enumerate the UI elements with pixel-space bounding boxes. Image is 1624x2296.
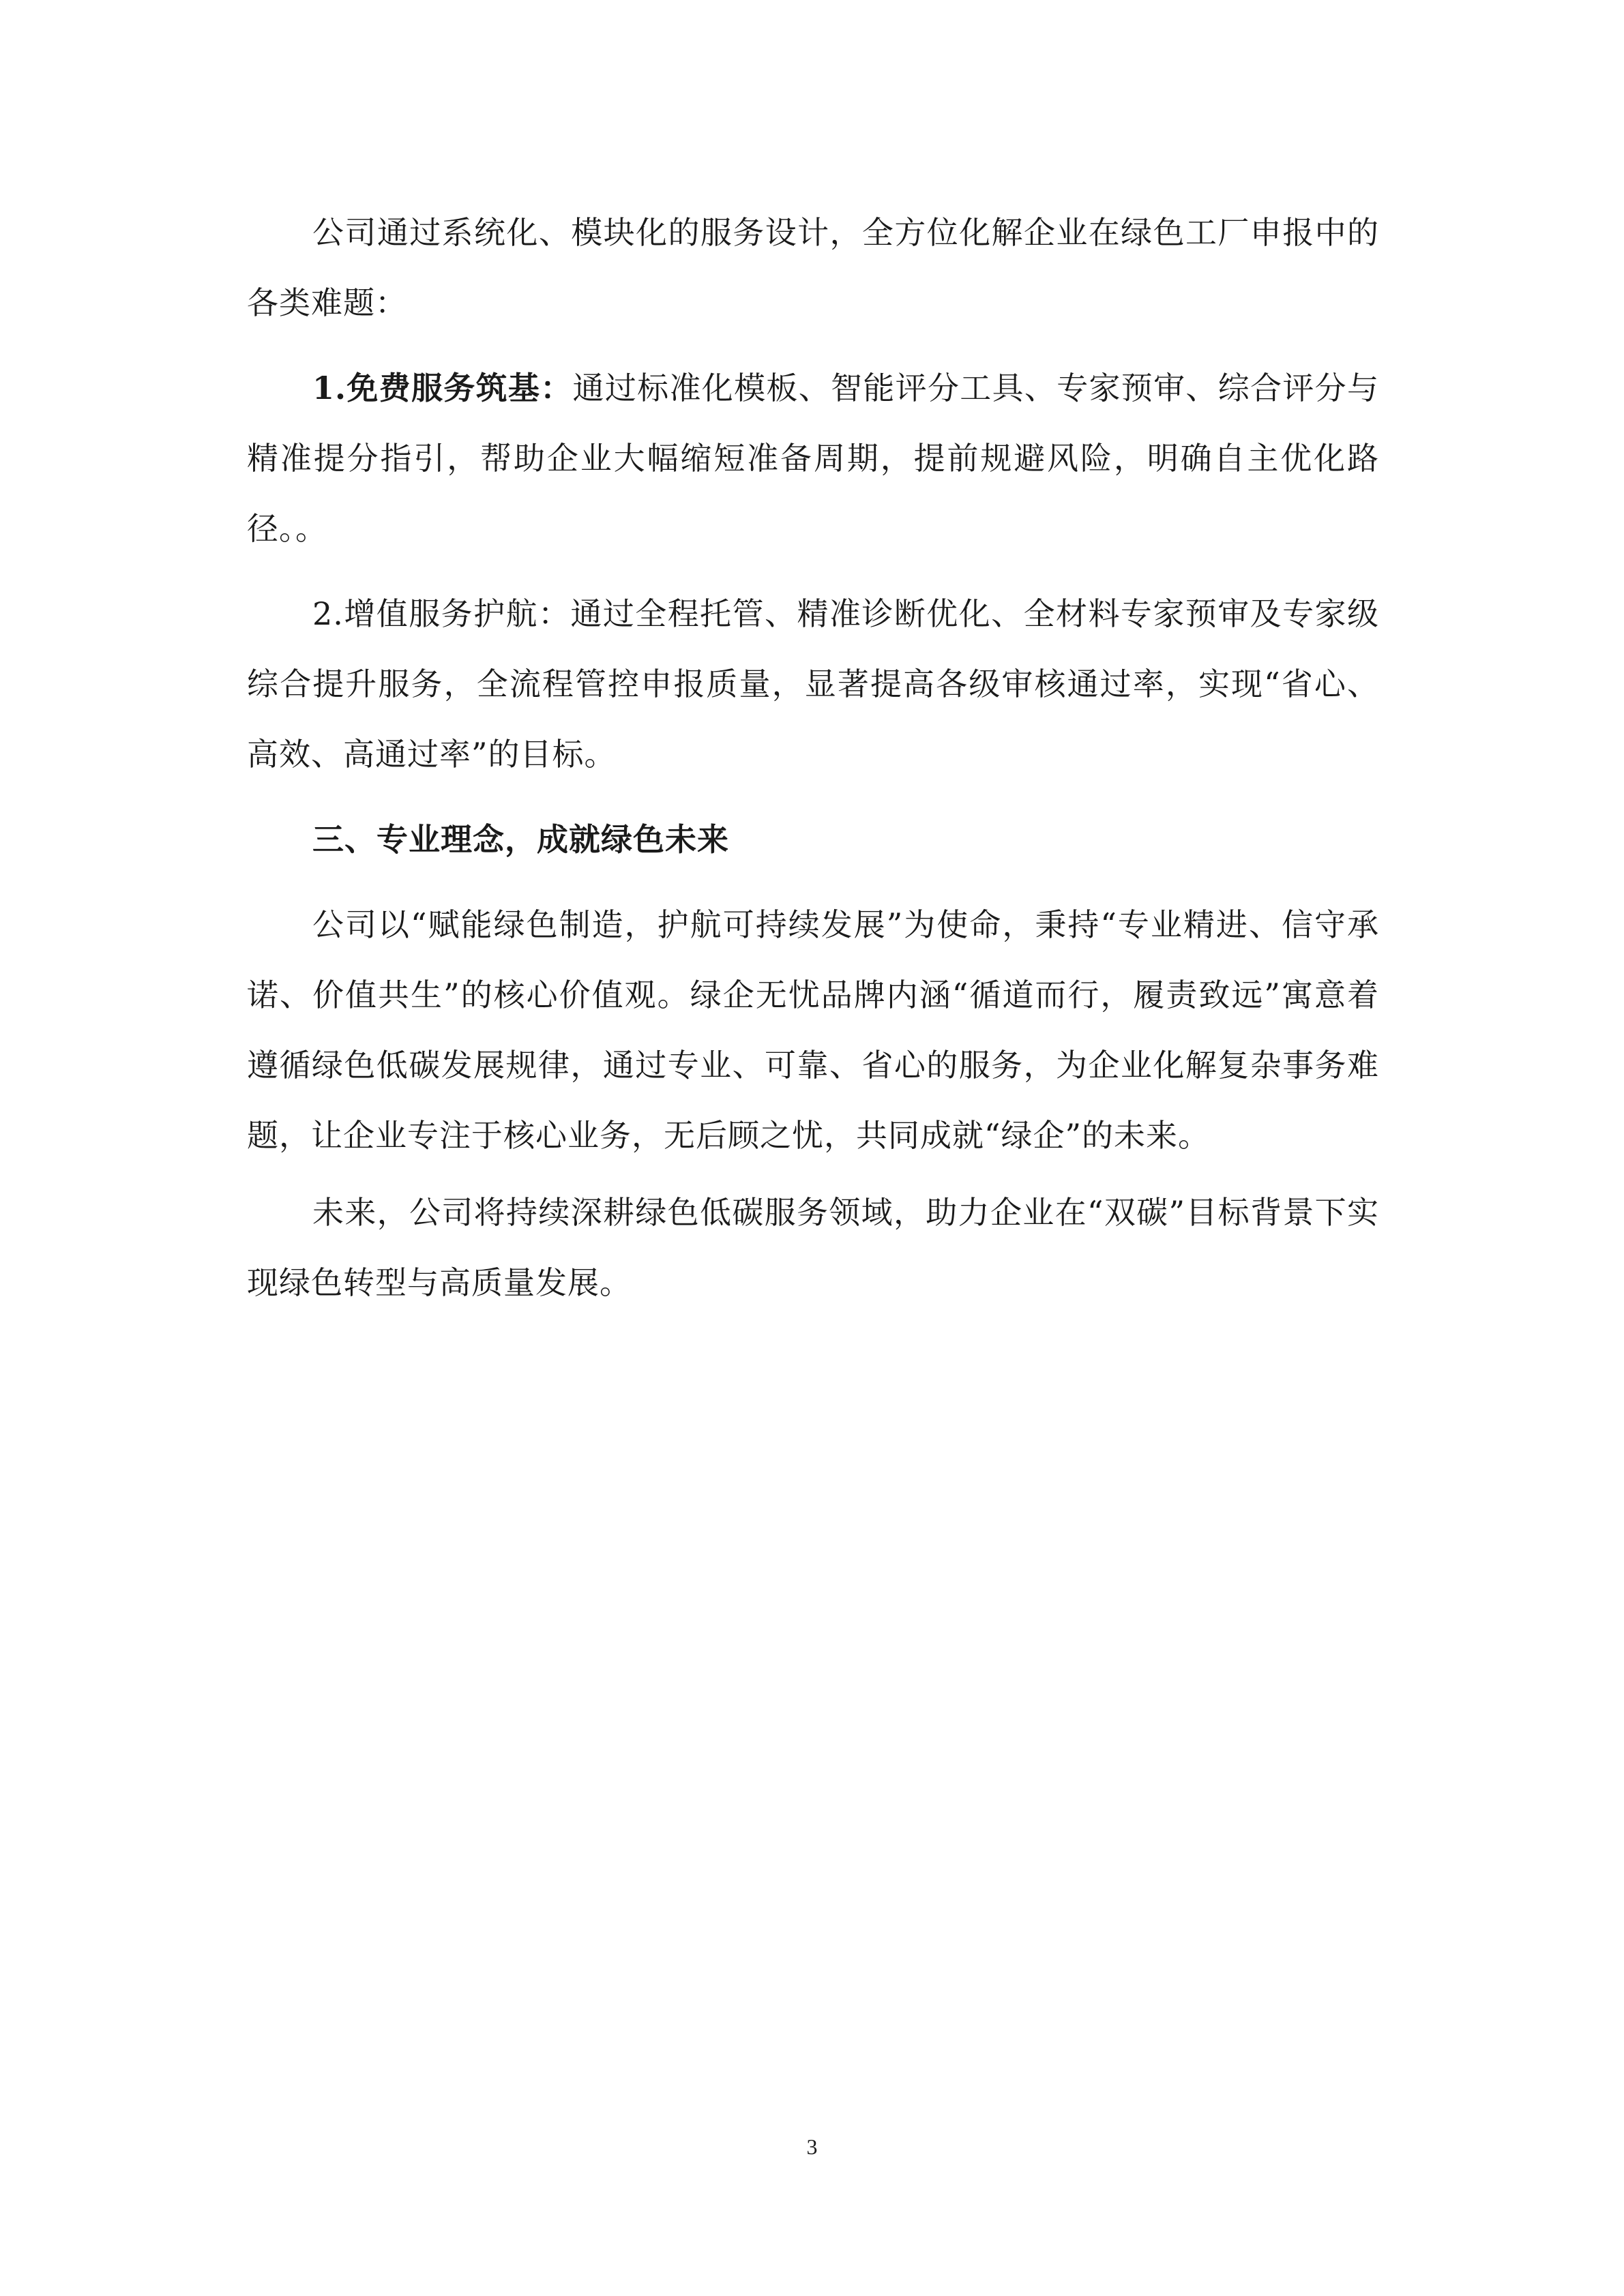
page-number: 3 <box>806 2134 818 2159</box>
paragraph-intro-text: 公司通过系统化、模块化的服务设计，全方位化解企业在绿色工厂申报中的各类难题： <box>247 214 1379 321</box>
paragraph-future <box>247 1178 1379 1318</box>
free-service-lead: 1.免费服务筑基： <box>312 370 573 406</box>
value-added-service-text: 2.增值服务护航：通过全程托管、精准诊断优化、全材料专家预审及专家级综合提升服务，全流程管控申报质量，显著提高各级审核通过率，实现“省心、高效、高通过率”的目标。 <box>247 595 1379 773</box>
section-heading: 三、专业理念，成就绿色未来 <box>312 821 729 858</box>
paragraph-free-service <box>247 353 1379 564</box>
paragraph-intro <box>247 198 1379 338</box>
page-body <box>247 198 1379 1318</box>
paragraph-mission <box>247 890 1379 1171</box>
paragraph-value-added-service <box>247 579 1379 790</box>
future-text: 未来，公司将持续深耕绿色低碳服务领域，助力企业在“双碳”目标背景下实现绿色转型与高质量发展。 <box>247 1194 1379 1301</box>
mission-text: 公司以“赋能绿色制造，护航可持续发展”为使命，秉持“专业精进、信守承诺、价值共生”的核心价值观。绿企无忧品牌内涵“循道而行，履责致远”寓意着遵循绿色低碳发展规律，通过专业、可靠、省心的服务，为企业化解复杂事务难题，让企业专注于核心业务，无后顾之忧，共同成就“绿企”的未来。 <box>247 906 1379 1154</box>
free-service-text: 通过标准化模板、智能评分工具、专家预审、综合评分与精准提分指引，帮助企业大幅缩短准备周期，提前规避风险，明确自主优化路径。。 <box>247 370 1379 547</box>
